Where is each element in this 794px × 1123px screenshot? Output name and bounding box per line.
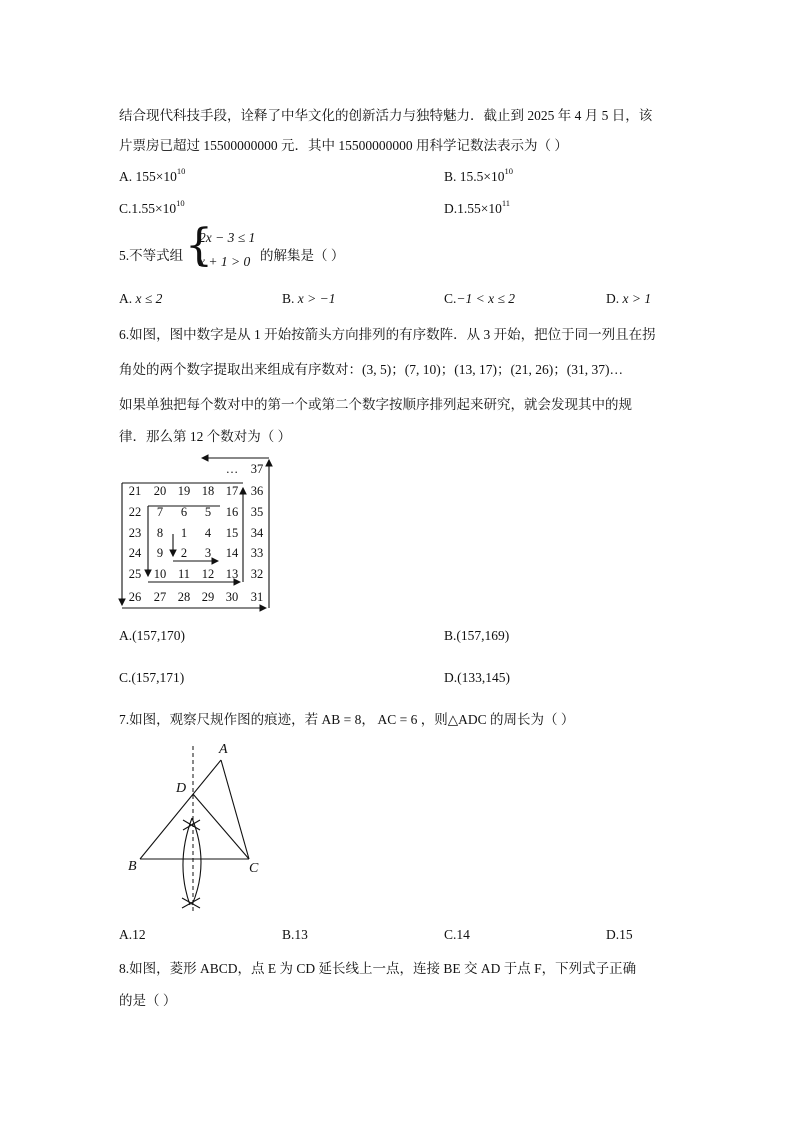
- q5-inequality-1: 2x − 3 ≤ 1: [199, 230, 256, 245]
- grid-ellipsis: …: [225, 462, 239, 476]
- segment-ab: [140, 760, 221, 859]
- q8-text-line1: 8.如图，菱形 ABCD，点 E 为 CD 延长线上一点，连接 BE 交 AD 于点 F，下列式子正确: [119, 961, 637, 976]
- q6-text-line4: 律．那么第 12 个数对为（ ）: [119, 429, 292, 444]
- option-base: 155×10: [135, 169, 177, 184]
- segment-dc: [193, 794, 249, 859]
- grid-cell: 37: [250, 462, 264, 476]
- grid-cell: 24: [128, 546, 142, 560]
- q6-text-line3: 如果单独把每个数对中的第一个或第二个数字按顺序排列起来研究，就会发现其中的规: [119, 397, 632, 412]
- point-label-a: A: [219, 742, 228, 757]
- option-text: (157,171): [131, 670, 185, 685]
- q4-option-a[interactable]: [119, 166, 185, 185]
- option-label: C.: [119, 201, 132, 216]
- option-label: D.: [444, 670, 458, 685]
- option-base: 1.55×10: [131, 201, 177, 216]
- grid-cell: 13: [225, 567, 239, 581]
- grid-cell: 7: [156, 505, 164, 519]
- grid-cell: 31: [250, 590, 264, 604]
- grid-cell: 35: [250, 505, 264, 519]
- q4-text-line1: 结合现代科技手段，诠释了中华文化的创新活力与独特魅力．截止到 2025 年 4 月 5 日，该: [119, 108, 653, 123]
- q5-suffix: 的解集是（ ）: [260, 248, 345, 263]
- q5-option-d[interactable]: [606, 291, 651, 307]
- option-label: B.: [282, 291, 295, 306]
- grid-cell: 28: [177, 590, 191, 604]
- grid-cell: 8: [156, 526, 164, 540]
- grid-cell: 15: [225, 526, 239, 540]
- q4-option-d[interactable]: [444, 198, 510, 217]
- grid-cell: 11: [177, 567, 191, 581]
- construction-arc-left: [183, 818, 192, 905]
- system-brace: {: [185, 220, 213, 271]
- option-base: 1.55×10: [457, 201, 502, 216]
- option-label: A.: [119, 628, 133, 643]
- grid-cell: 12: [201, 567, 215, 581]
- grid-cell: 20: [153, 484, 167, 498]
- grid-cell: 9: [156, 546, 164, 560]
- q7-option-d[interactable]: D.15: [606, 927, 633, 942]
- grid-cell: 25: [128, 567, 142, 581]
- q5-inequality-2: x + 1 > 0: [199, 254, 251, 269]
- q8-text-line2: 的是（ ）: [119, 993, 177, 1008]
- option-text: (157,170): [132, 628, 185, 643]
- q5-prefix: 5.不等式组: [119, 248, 184, 263]
- q4-option-c[interactable]: [119, 198, 185, 217]
- option-label: D.: [444, 201, 458, 216]
- grid-cell: 3: [204, 546, 212, 560]
- point-label-c: C: [249, 861, 259, 876]
- option-label: A.: [119, 169, 133, 184]
- q5-option-c[interactable]: [444, 291, 515, 307]
- option-exponent: 10: [504, 166, 514, 176]
- point-label-d: D: [176, 781, 187, 796]
- q7-text-line1: 7.如图，观察尺规作图的痕迹，若 AB = 8， AC = 6 ，则△ADC 的周长为（ ）: [119, 712, 575, 727]
- grid-cell: 14: [225, 546, 239, 560]
- option-label: A.: [119, 291, 133, 306]
- grid-cell: 5: [204, 505, 212, 519]
- triangle-diagram: [120, 738, 280, 913]
- grid-cell: 6: [180, 505, 188, 519]
- grid-cell: 16: [225, 505, 239, 519]
- option-exponent: 10: [176, 166, 186, 176]
- grid-cell: 10: [153, 567, 167, 581]
- grid-cell: 23: [128, 526, 142, 540]
- option-text: x > 1: [622, 291, 652, 306]
- q6-option-b[interactable]: [444, 628, 509, 644]
- option-text: x > −1: [297, 291, 336, 306]
- grid-cell: 2: [180, 546, 188, 560]
- grid-cell: 32: [250, 567, 264, 581]
- q6-text-line2: 角处的两个数字提取出来组成有序数对：(3, 5)；(7, 10)；(13, 17)；(21, 26)；(31, 37)…: [119, 362, 623, 377]
- point-label-b: B: [128, 859, 137, 874]
- q7-option-b[interactable]: B.13: [282, 927, 308, 942]
- option-label: C.: [444, 291, 457, 306]
- grid-cell: 1: [180, 526, 188, 540]
- option-label: B.: [444, 169, 457, 184]
- q6-text-line1: 6.如图，图中数字是从 1 开始按箭头方向排列的有序数阵．从 3 开始，把位于同一列且在拐: [119, 327, 656, 342]
- grid-cell: 36: [250, 484, 264, 498]
- q7-option-a[interactable]: A.12: [119, 927, 146, 942]
- q6-option-c[interactable]: [119, 670, 184, 686]
- grid-cell: 21: [128, 484, 142, 498]
- option-label: B.: [444, 628, 457, 643]
- option-text: (133,145): [457, 670, 510, 685]
- q4-option-b[interactable]: [444, 166, 513, 185]
- grid-cell: 22: [128, 505, 142, 519]
- q4-text-line2: 片票房已超过 15500000000 元．其中 15500000000 用科学记数法表示为（ ）: [119, 138, 568, 153]
- segment-ac: [221, 760, 249, 859]
- q6-option-a[interactable]: [119, 628, 185, 644]
- grid-cell: 27: [153, 590, 167, 604]
- q5-option-b[interactable]: [282, 291, 335, 307]
- option-base: 15.5×10: [459, 169, 505, 184]
- grid-cell: 34: [250, 526, 264, 540]
- grid-cell: 29: [201, 590, 215, 604]
- option-text: (157,169): [456, 628, 510, 643]
- option-text: x ≤ 2: [135, 291, 163, 306]
- q6-option-d[interactable]: [444, 670, 510, 686]
- option-text: −1 < x ≤ 2: [456, 291, 516, 306]
- grid-cell: 4: [204, 526, 212, 540]
- grid-cell: 33: [250, 546, 264, 560]
- option-exponent: 11: [501, 198, 511, 208]
- q7-option-c[interactable]: C.14: [444, 927, 470, 942]
- grid-cell: 26: [128, 590, 142, 604]
- option-exponent: 10: [176, 198, 185, 208]
- grid-cell: 18: [201, 484, 215, 498]
- q5-option-a[interactable]: [119, 291, 162, 307]
- option-label: C.: [119, 670, 132, 685]
- triangle-construction-figure: [120, 738, 280, 913]
- number-spiral-figure: [116, 452, 280, 612]
- grid-cell: 30: [225, 590, 239, 604]
- option-label: D.: [606, 291, 620, 306]
- grid-cell: 17: [225, 484, 239, 498]
- grid-cell: 19: [177, 484, 191, 498]
